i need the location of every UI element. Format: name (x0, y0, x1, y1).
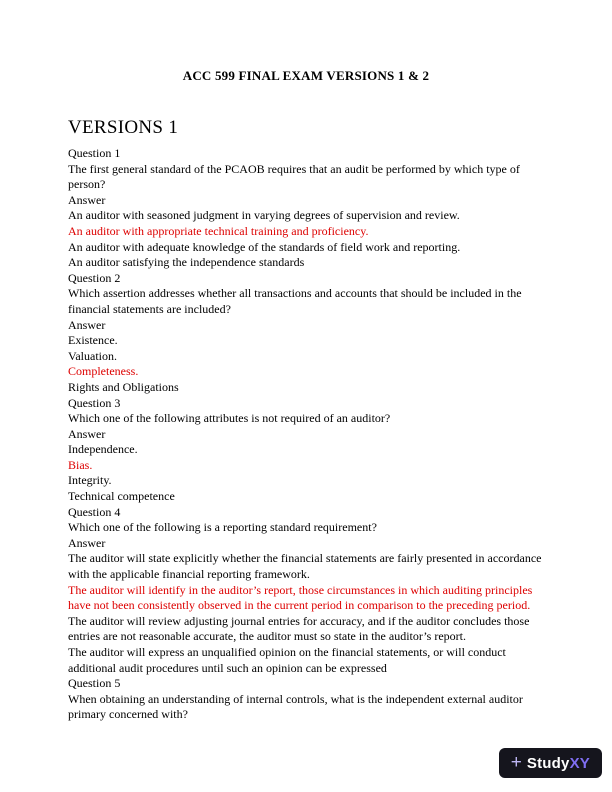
document-line: Integrity. (68, 473, 112, 488)
answer-line-highlighted: Completeness. (68, 364, 139, 379)
document-line: Which one of the following is a reporting standard requirement? (68, 520, 377, 535)
studyxy-wordmark-xy: XY (569, 754, 590, 772)
plus-icon: + (510, 751, 522, 773)
document-title: ACC 599 FINAL EXAM VERSIONS 1 & 2 (182, 68, 430, 83)
document-line: Existence. (68, 333, 118, 348)
answer-line-highlighted: An auditor with appropriate technical training and proficiency. (68, 223, 369, 238)
document-line: Which one of the following attributes is not required of an auditor? (68, 411, 391, 426)
document-line: Answer (68, 535, 106, 550)
document-line: Question 5 (68, 676, 121, 691)
document-line: Valuation. (68, 348, 117, 363)
document-line: Question 3 (68, 395, 121, 410)
document-line: An auditor satisfying the independence standards (68, 255, 305, 270)
document-line: Independence. (68, 442, 138, 457)
document-line: Answer (68, 426, 106, 441)
answer-line-highlighted: The auditor will identify in the auditor’s report, those circumstances in which auditing principles have not been consistently observed in the current period in comparison to the preceding period. (68, 582, 533, 613)
document-line: Rights and Obligations (68, 379, 179, 394)
document-line: Question 4 (68, 504, 121, 519)
studyxy-badge (499, 748, 602, 778)
document-line: Answer (68, 317, 106, 332)
answer-line-highlighted: Bias. (68, 457, 93, 472)
section-heading: VERSIONS 1 (68, 117, 179, 138)
document-line: An auditor with adequate knowledge of the standards of field work and reporting. (68, 239, 461, 254)
document-line: The first general standard of the PCAOB requires that an audit be performed by which type of person? (68, 161, 520, 192)
document-line: The auditor will express an unqualified opinion on the financial statements, or will conduct additional audit procedures until such an opinion can be expressed (68, 645, 506, 675)
document-line: Technical competence (68, 489, 175, 504)
document-line: The auditor will review adjusting journal entries for accuracy, and if the auditor concludes those entries are not reasonable accurate, the auditor must so state in the auditor’s report. (68, 613, 530, 644)
document-line: Question 1 (68, 146, 121, 160)
document-line: Answer (68, 192, 106, 207)
document-line: Question 2 (68, 270, 121, 285)
document-line: An auditor with seasoned judgment in varying degrees of supervision and review. (68, 208, 460, 223)
studyxy-wordmark-study: Study (526, 754, 570, 772)
document-line: Which assertion addresses whether all transactions and accounts that should be included in the financial statements are included? (68, 286, 522, 316)
document-line: The auditor will state explicitly whether the financial statements are fairly presented in accordance with the applicable financial reporting framework. (68, 551, 542, 582)
document-body (68, 146, 546, 723)
document-line: When obtaining an understanding of internal controls, what is the independent external auditor primary concerned with? (68, 691, 523, 722)
studyxy-wordmark (527, 755, 590, 772)
